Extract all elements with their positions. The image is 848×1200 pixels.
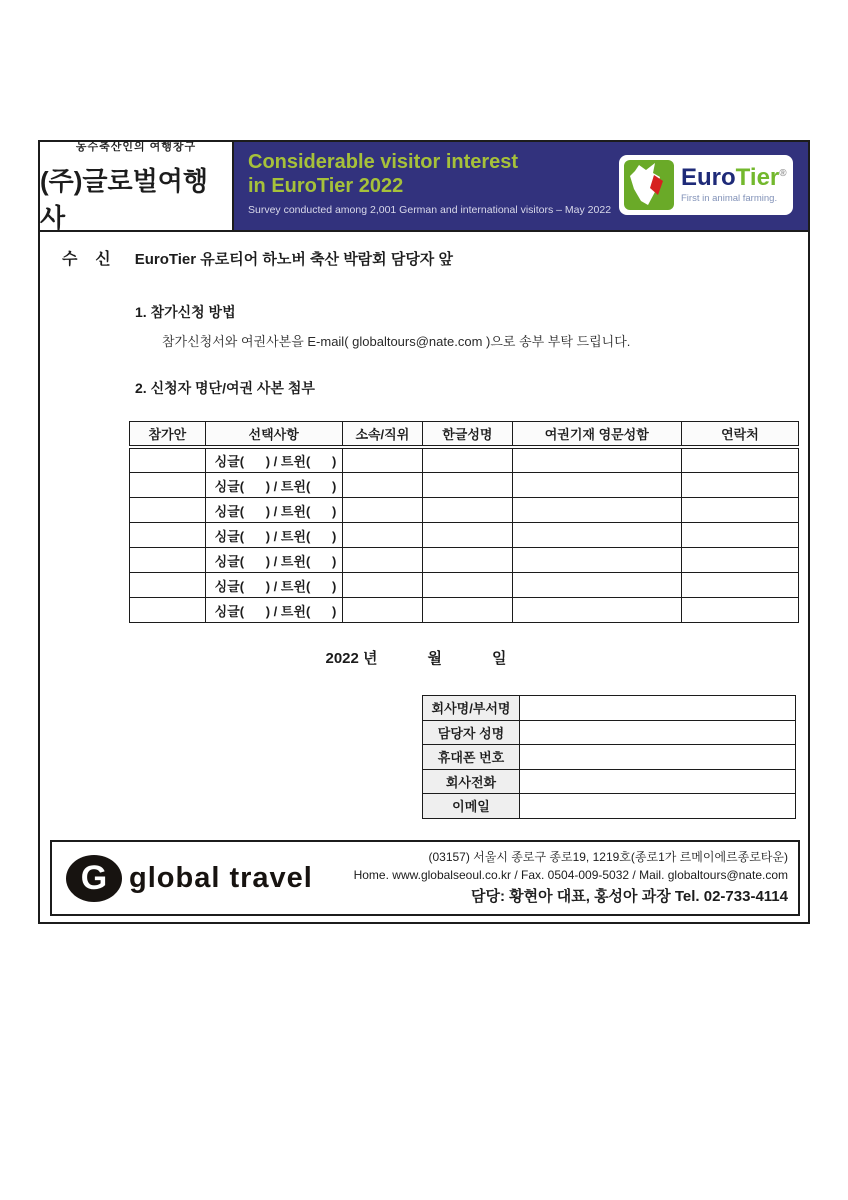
info-label-manager-name: 담당자 성명 <box>423 720 520 745</box>
info-row <box>423 794 796 819</box>
room-choice-cell[interactable]: 싱글( ) / 트윈( ) <box>205 548 342 573</box>
affiliation-cell[interactable] <box>342 548 422 573</box>
korean-name-cell[interactable] <box>423 473 513 498</box>
footer-contacts: Home. www.globalseoul.co.kr / Fax. 0504-009-5032 / Mail. globaltours@nate.com <box>353 868 788 883</box>
passport-name-cell[interactable] <box>512 573 681 598</box>
recipient-text: EuroTier 유로티어 하노버 축산 박람회 담당자 앞 <box>134 251 453 268</box>
room-choice-cell[interactable]: 싱글( ) / 트윈( ) <box>205 573 342 598</box>
attendance-cell[interactable] <box>130 598 206 623</box>
document-page <box>38 140 810 924</box>
global-travel-wordmark: global travel <box>129 861 313 894</box>
eurotier-logo <box>619 155 793 215</box>
section2-title: 2. 신청자 명단/여권 사본 첨부 <box>135 380 315 396</box>
info-label-email: 이메일 <box>423 794 520 819</box>
col-header-passport-name: 여권기재 영문성함 <box>512 422 681 448</box>
passport-name-cell[interactable] <box>512 473 681 498</box>
contact-cell[interactable] <box>681 447 798 473</box>
global-travel-logo-icon: G <box>66 855 122 902</box>
info-value-manager-name[interactable] <box>520 720 796 745</box>
attendance-cell[interactable] <box>130 523 206 548</box>
contact-cell[interactable] <box>681 548 798 573</box>
col-header-room-option: 선택사항 <box>205 422 342 448</box>
recipient-label: 수 신 <box>62 251 111 268</box>
eurotier-wordmark <box>681 166 787 204</box>
table-row <box>130 548 799 573</box>
korean-name-cell[interactable] <box>423 598 513 623</box>
passport-name-cell[interactable] <box>512 498 681 523</box>
global-travel-logo <box>66 855 313 902</box>
footer-address: (03157) 서울시 종로구 종로19, 1219호(종로1가 르메이에르종로타운) <box>428 849 788 864</box>
attendance-cell[interactable] <box>130 473 206 498</box>
info-label-office-phone: 회사전화 <box>423 769 520 794</box>
contact-cell[interactable] <box>681 498 798 523</box>
affiliation-cell[interactable] <box>342 598 422 623</box>
contact-cell[interactable] <box>681 598 798 623</box>
info-value-office-phone[interactable] <box>520 769 796 794</box>
table-row <box>130 473 799 498</box>
applicant-table-header-row <box>130 422 799 448</box>
passport-name-cell[interactable] <box>512 523 681 548</box>
contact-cell[interactable] <box>681 473 798 498</box>
room-choice-cell[interactable]: 싱글( ) / 트윈( ) <box>205 447 342 473</box>
footer <box>50 840 800 916</box>
registered-mark: ® <box>779 168 787 179</box>
table-row <box>130 523 799 548</box>
document-header <box>40 142 808 232</box>
room-choice-cell[interactable]: 싱글( ) / 트윈( ) <box>205 473 342 498</box>
affiliation-cell[interactable] <box>342 498 422 523</box>
cow-head-icon <box>624 160 674 210</box>
table-row <box>130 598 799 623</box>
eurotier-word-euro: Euro <box>681 164 736 191</box>
section1-body: 참가신청서와 여권사본을 E-mail( globaltours@nate.com )으로 송부 부탁 드립니다. <box>162 334 631 349</box>
attendance-cell[interactable] <box>130 573 206 598</box>
agency-tagline: 농수축산인의 여행창구 <box>75 140 197 153</box>
table-row <box>130 447 799 473</box>
room-choice-cell[interactable]: 싱글( ) / 트윈( ) <box>205 598 342 623</box>
banner-subtitle: Survey conducted among 2,001 German and international visitors – May 2022 <box>248 204 612 217</box>
info-label-mobile: 휴대폰 번호 <box>423 745 520 770</box>
agency-name: (주)글로벌여행사 <box>40 165 209 233</box>
contact-cell[interactable] <box>681 573 798 598</box>
affiliation-cell[interactable] <box>342 447 422 473</box>
table-row <box>130 498 799 523</box>
room-choice-cell[interactable]: 싱글( ) / 트윈( ) <box>205 498 342 523</box>
banner-title-line2: in EuroTier 2022 <box>248 174 404 197</box>
eurotier-banner <box>234 142 808 230</box>
banner-title-line1: Considerable visitor interest <box>248 151 519 173</box>
affiliation-cell[interactable] <box>342 573 422 598</box>
table-row <box>130 573 799 598</box>
info-row <box>423 769 796 794</box>
eurotier-word-tier: Tier <box>735 164 780 191</box>
col-header-attendance: 참가안 <box>130 422 206 448</box>
korean-name-cell[interactable] <box>423 523 513 548</box>
korean-name-cell[interactable] <box>423 573 513 598</box>
date-line: 2022 년 월 일 <box>325 650 507 667</box>
contact-cell[interactable] <box>681 523 798 548</box>
korean-name-cell[interactable] <box>423 447 513 473</box>
attendance-cell[interactable] <box>130 498 206 523</box>
affiliation-cell[interactable] <box>342 523 422 548</box>
info-label-company: 회사명/부서명 <box>423 696 520 721</box>
agency-logo <box>40 140 234 233</box>
korean-name-cell[interactable] <box>423 548 513 573</box>
contact-info-table <box>422 695 796 819</box>
room-choice-cell[interactable]: 싱글( ) / 트윈( ) <box>205 523 342 548</box>
attendance-cell[interactable] <box>130 548 206 573</box>
info-value-email[interactable] <box>520 794 796 819</box>
info-row <box>423 696 796 721</box>
col-header-korean-name: 한글성명 <box>423 422 513 448</box>
footer-contact-block <box>354 848 788 908</box>
info-row <box>423 745 796 770</box>
info-value-company[interactable] <box>520 696 796 721</box>
passport-name-cell[interactable] <box>512 598 681 623</box>
recipient-line <box>62 246 453 269</box>
col-header-affiliation: 소속/직위 <box>342 422 422 448</box>
attendance-cell[interactable] <box>130 447 206 473</box>
korean-name-cell[interactable] <box>423 498 513 523</box>
eurotier-tagline: First in animal farming. <box>681 193 778 204</box>
applicant-table <box>129 421 799 623</box>
col-header-contact: 연락처 <box>681 422 798 448</box>
passport-name-cell[interactable] <box>512 548 681 573</box>
section1-title: 1. 참가신청 방법 <box>135 304 236 320</box>
info-row <box>423 720 796 745</box>
info-value-mobile[interactable] <box>520 745 796 770</box>
passport-name-cell[interactable] <box>512 447 681 473</box>
affiliation-cell[interactable] <box>342 473 422 498</box>
footer-manager-line: 담당: 황현아 대표, 홍성아 과장 Tel. 02-733-4114 <box>470 887 788 905</box>
